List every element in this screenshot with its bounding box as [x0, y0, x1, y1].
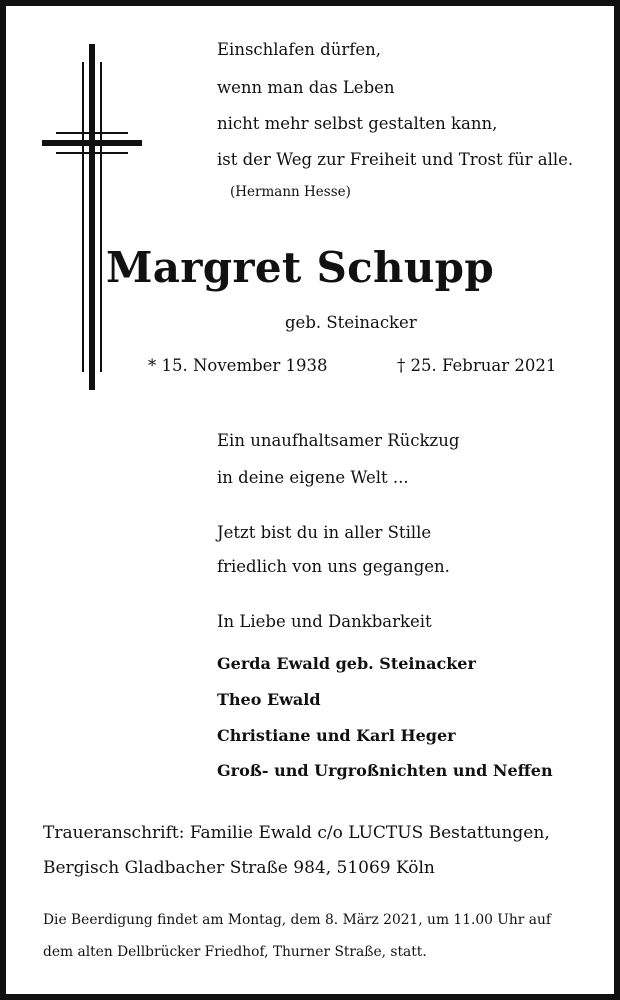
- funeral-info-line-2: dem alten Dellbrücker Friedhof, Thurner Straße, statt.: [43, 944, 427, 960]
- mourner-name: Groß- und Urgroßnichten und Neffen: [217, 761, 553, 780]
- quote-line-1: Einschlafen dürfen,: [217, 40, 381, 59]
- cross-icon: [42, 44, 142, 390]
- mourners-intro: In Liebe und Dankbarkeit: [217, 612, 432, 631]
- mourner-name: Christiane und Karl Heger: [217, 726, 456, 745]
- maiden-name: geb. Steinacker: [285, 313, 417, 332]
- mourner-name: Gerda Ewald geb. Steinacker: [217, 654, 476, 673]
- deceased-name: Margret Schupp: [106, 243, 494, 292]
- funeral-info-line-1: Die Beerdigung findet am Montag, dem 8. März 2021, um 11.00 Uhr auf: [43, 912, 552, 928]
- mourner-name: Theo Ewald: [217, 690, 321, 709]
- birth-date: * 15. November 1938: [148, 356, 328, 375]
- death-date: † 25. Februar 2021: [397, 356, 557, 375]
- quote-line-4: ist der Weg zur Freiheit und Trost für alle.: [217, 150, 574, 169]
- poem-line-4: friedlich von uns gegangen.: [217, 557, 450, 576]
- mourning-address-line-2: Bergisch Gladbacher Straße 984, 51069 Köln: [43, 858, 435, 878]
- quote-author: (Hermann Hesse): [230, 184, 351, 200]
- poem-line-3: Jetzt bist du in aller Stille: [217, 523, 432, 542]
- quote-line-2: wenn man das Leben: [217, 78, 395, 97]
- poem-line-2: in deine eigene Welt ...: [217, 468, 409, 487]
- mourning-address-line-1: Traueranschrift: Familie Ewald c/o LUCTUS Bestattungen,: [43, 823, 550, 843]
- poem-line-1: Ein unaufhaltsamer Rückzug: [217, 431, 460, 450]
- quote-line-3: nicht mehr selbst gestalten kann,: [217, 114, 498, 133]
